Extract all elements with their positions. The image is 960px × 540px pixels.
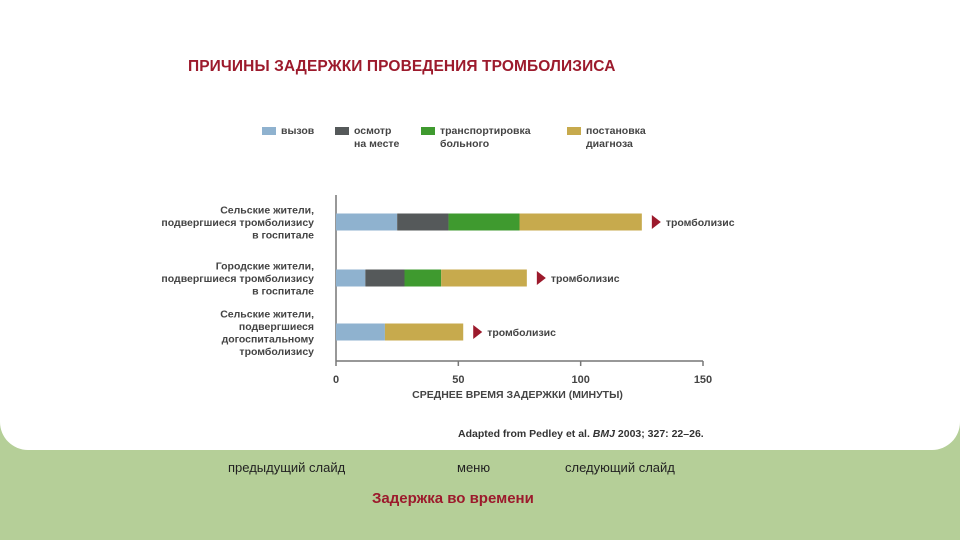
x-tick-label: 150 bbox=[693, 374, 713, 386]
x-tick-label: 0 bbox=[332, 374, 340, 386]
legend-label-transport: транспортировка больного bbox=[440, 125, 531, 150]
source-prefix: Adapted from Pedley et al. bbox=[458, 428, 593, 440]
category-label: Городские жители, подвергшиеся тромболизису в госпитале bbox=[161, 260, 314, 298]
bar-segment bbox=[520, 214, 642, 231]
bar-segment bbox=[365, 270, 404, 287]
bar-segment bbox=[385, 324, 463, 341]
x-tick-label: 50 bbox=[452, 374, 465, 386]
bar-end-arrow bbox=[652, 215, 661, 229]
x-tick-label: 100 bbox=[571, 374, 590, 386]
legend-label-call: вызов bbox=[281, 125, 315, 137]
category-label: Сельские жители, подвергшиеся тромболизису в госпитале bbox=[161, 204, 314, 242]
bar-segment bbox=[336, 214, 397, 231]
source-citation bbox=[458, 428, 704, 440]
bar-segment bbox=[405, 270, 442, 287]
bar-segment bbox=[441, 270, 527, 287]
bar-end-label: тромболизис bbox=[487, 327, 556, 339]
bar-segment bbox=[397, 214, 448, 231]
bar-segment bbox=[336, 324, 385, 341]
bar-end-arrow bbox=[473, 325, 482, 339]
source-journal: BMJ bbox=[592, 428, 615, 440]
bar-segment bbox=[336, 270, 365, 287]
next-slide-link[interactable]: следующий слайд bbox=[565, 460, 675, 475]
x-axis-title: СРЕДНЕЕ ВРЕМЯ ЗАДЕРЖКИ (МИНУТЫ) bbox=[412, 389, 623, 401]
bar-end-label: тромболизис bbox=[665, 217, 735, 229]
source-suffix: 2003; 327: 22–26. bbox=[614, 428, 704, 440]
legend-label-exam: осмотр на месте bbox=[354, 125, 400, 150]
prev-slide-link[interactable]: предыдущий слайд bbox=[228, 460, 346, 475]
legend-label-diagnosis: постановка диагноза bbox=[586, 125, 646, 150]
page-title: ПРИЧИНЫ ЗАДЕРЖКИ ПРОВЕДЕНИЯ ТРОМБОЛИЗИСА bbox=[188, 58, 616, 75]
bar-segment bbox=[449, 214, 520, 231]
footer-title: Задержка во времени bbox=[372, 490, 534, 507]
bar-end-arrow bbox=[537, 271, 546, 285]
bar-end-label: тромболизис bbox=[550, 273, 620, 285]
category-label: Сельские жители, подвергшиеся догоспитальному тромболизису bbox=[220, 308, 314, 358]
menu-link[interactable]: меню bbox=[457, 460, 491, 475]
